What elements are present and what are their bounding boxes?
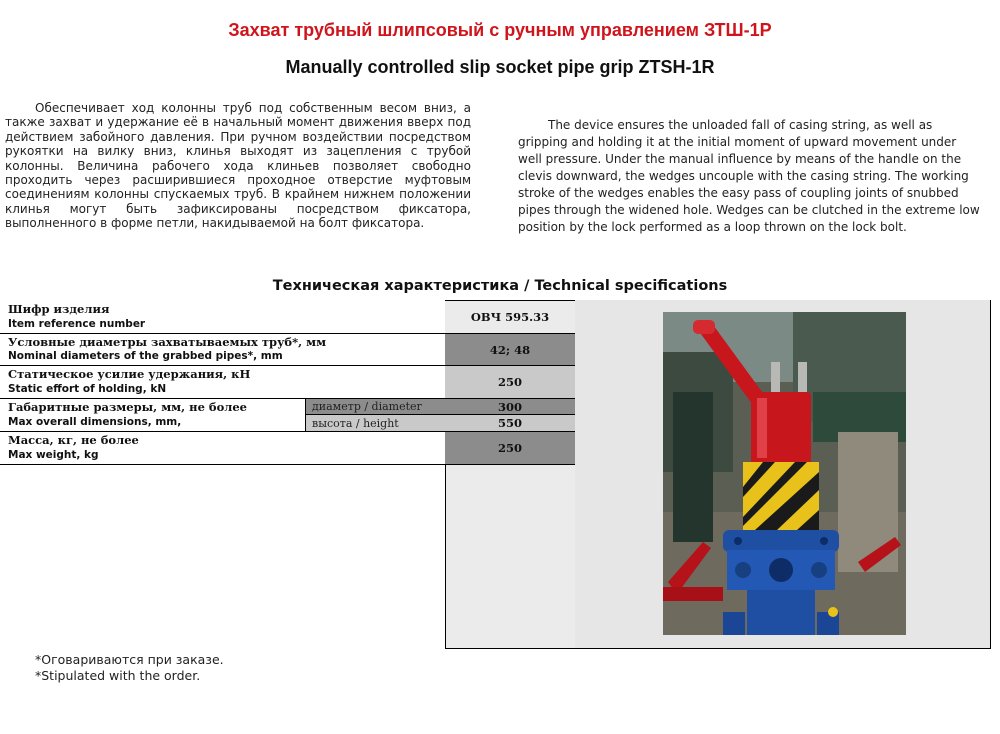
spec-row-weight <box>0 431 445 465</box>
spec-label-en: Max overall dimensions, mm, <box>8 416 182 428</box>
description-english: The device ensures the unloaded fall of casing string, as well as gripping and holding it at the initial moment of upward movement under well pressure. Under the manual influence by means of the handle on the clevis downward, the wedges uncouple with the casing string. The working stroke of the wedges enables the easy pass of coupling joints of snubbed pipes through the widened hole. Wedges can be clutched in the extreme low position by the lock performed as a loop thrown on the lock bolt. <box>518 118 980 234</box>
title-english: Manually controlled slip socket pipe grip ZTSH-1R <box>285 57 715 77</box>
spec-value-weight: 250 <box>445 431 575 465</box>
spec-label-ru: Габаритные размеры, мм, не более <box>8 400 247 414</box>
title-russian: Захват трубный шлипсовый с ручным управлением ЗТШ-1Р <box>228 20 772 40</box>
spec-label-ru: Условные диаметры захватываемых труб*, мм <box>8 335 327 349</box>
description-russian: Обеспечивает ход колонны труб под собственным весом вниз, а также захват и удержание её в начальный момент движения вверх под действием забойного давления. При ручном воздействии посредством рукоятки на вилку вниз, клинья выходят из зацепления с трубой колонны. Величина рабочего хода клиньев позволяет свободно проходить через расширившиеся проходное отверстие муфтовым соединениям колонны спускаемых труб. В крайнем нижнем положении клинья могут быть зафиксированы посредством фиксатора, выполненного в форме петли, накидываемой на болт фиксатора. <box>5 101 471 231</box>
spec-label-en: Max weight, kg <box>8 449 99 461</box>
spec-table <box>0 300 1000 650</box>
spec-value-diameters: 42; 48 <box>445 333 575 366</box>
spec-row-item-ref <box>0 300 445 334</box>
dimension-diameter-label: диаметр / diameter <box>305 398 445 415</box>
spec-label-ru: Масса, кг, не более <box>8 433 139 447</box>
dimension-diameter-value: 300 <box>445 398 575 415</box>
spec-row-diameters <box>0 333 445 366</box>
device-photo <box>663 312 906 635</box>
spec-label-en: Static effort of holding, kN <box>8 383 167 395</box>
note-russian: *Оговариваются при заказе. <box>35 652 224 667</box>
note-english: *Stipulated with the order. <box>35 668 201 683</box>
spec-row-effort <box>0 365 445 399</box>
dimension-height-label: высота / height <box>305 414 445 432</box>
spec-label-ru: Статическое усилие удержания, кН <box>8 367 251 381</box>
spec-label-en: Nominal diameters of the grabbed pipes*, mm <box>8 350 283 362</box>
dimension-height-value: 550 <box>445 414 575 432</box>
spec-heading: Техническая характеристика / Technical specifications <box>272 278 728 294</box>
photo-panel <box>575 300 991 649</box>
spec-label-ru: Шифр изделия <box>8 302 110 316</box>
spec-value-item-ref: ОВЧ 595.33 <box>445 300 575 334</box>
spec-value-effort: 250 <box>445 365 575 399</box>
spec-label-en: Item reference number <box>8 318 146 330</box>
